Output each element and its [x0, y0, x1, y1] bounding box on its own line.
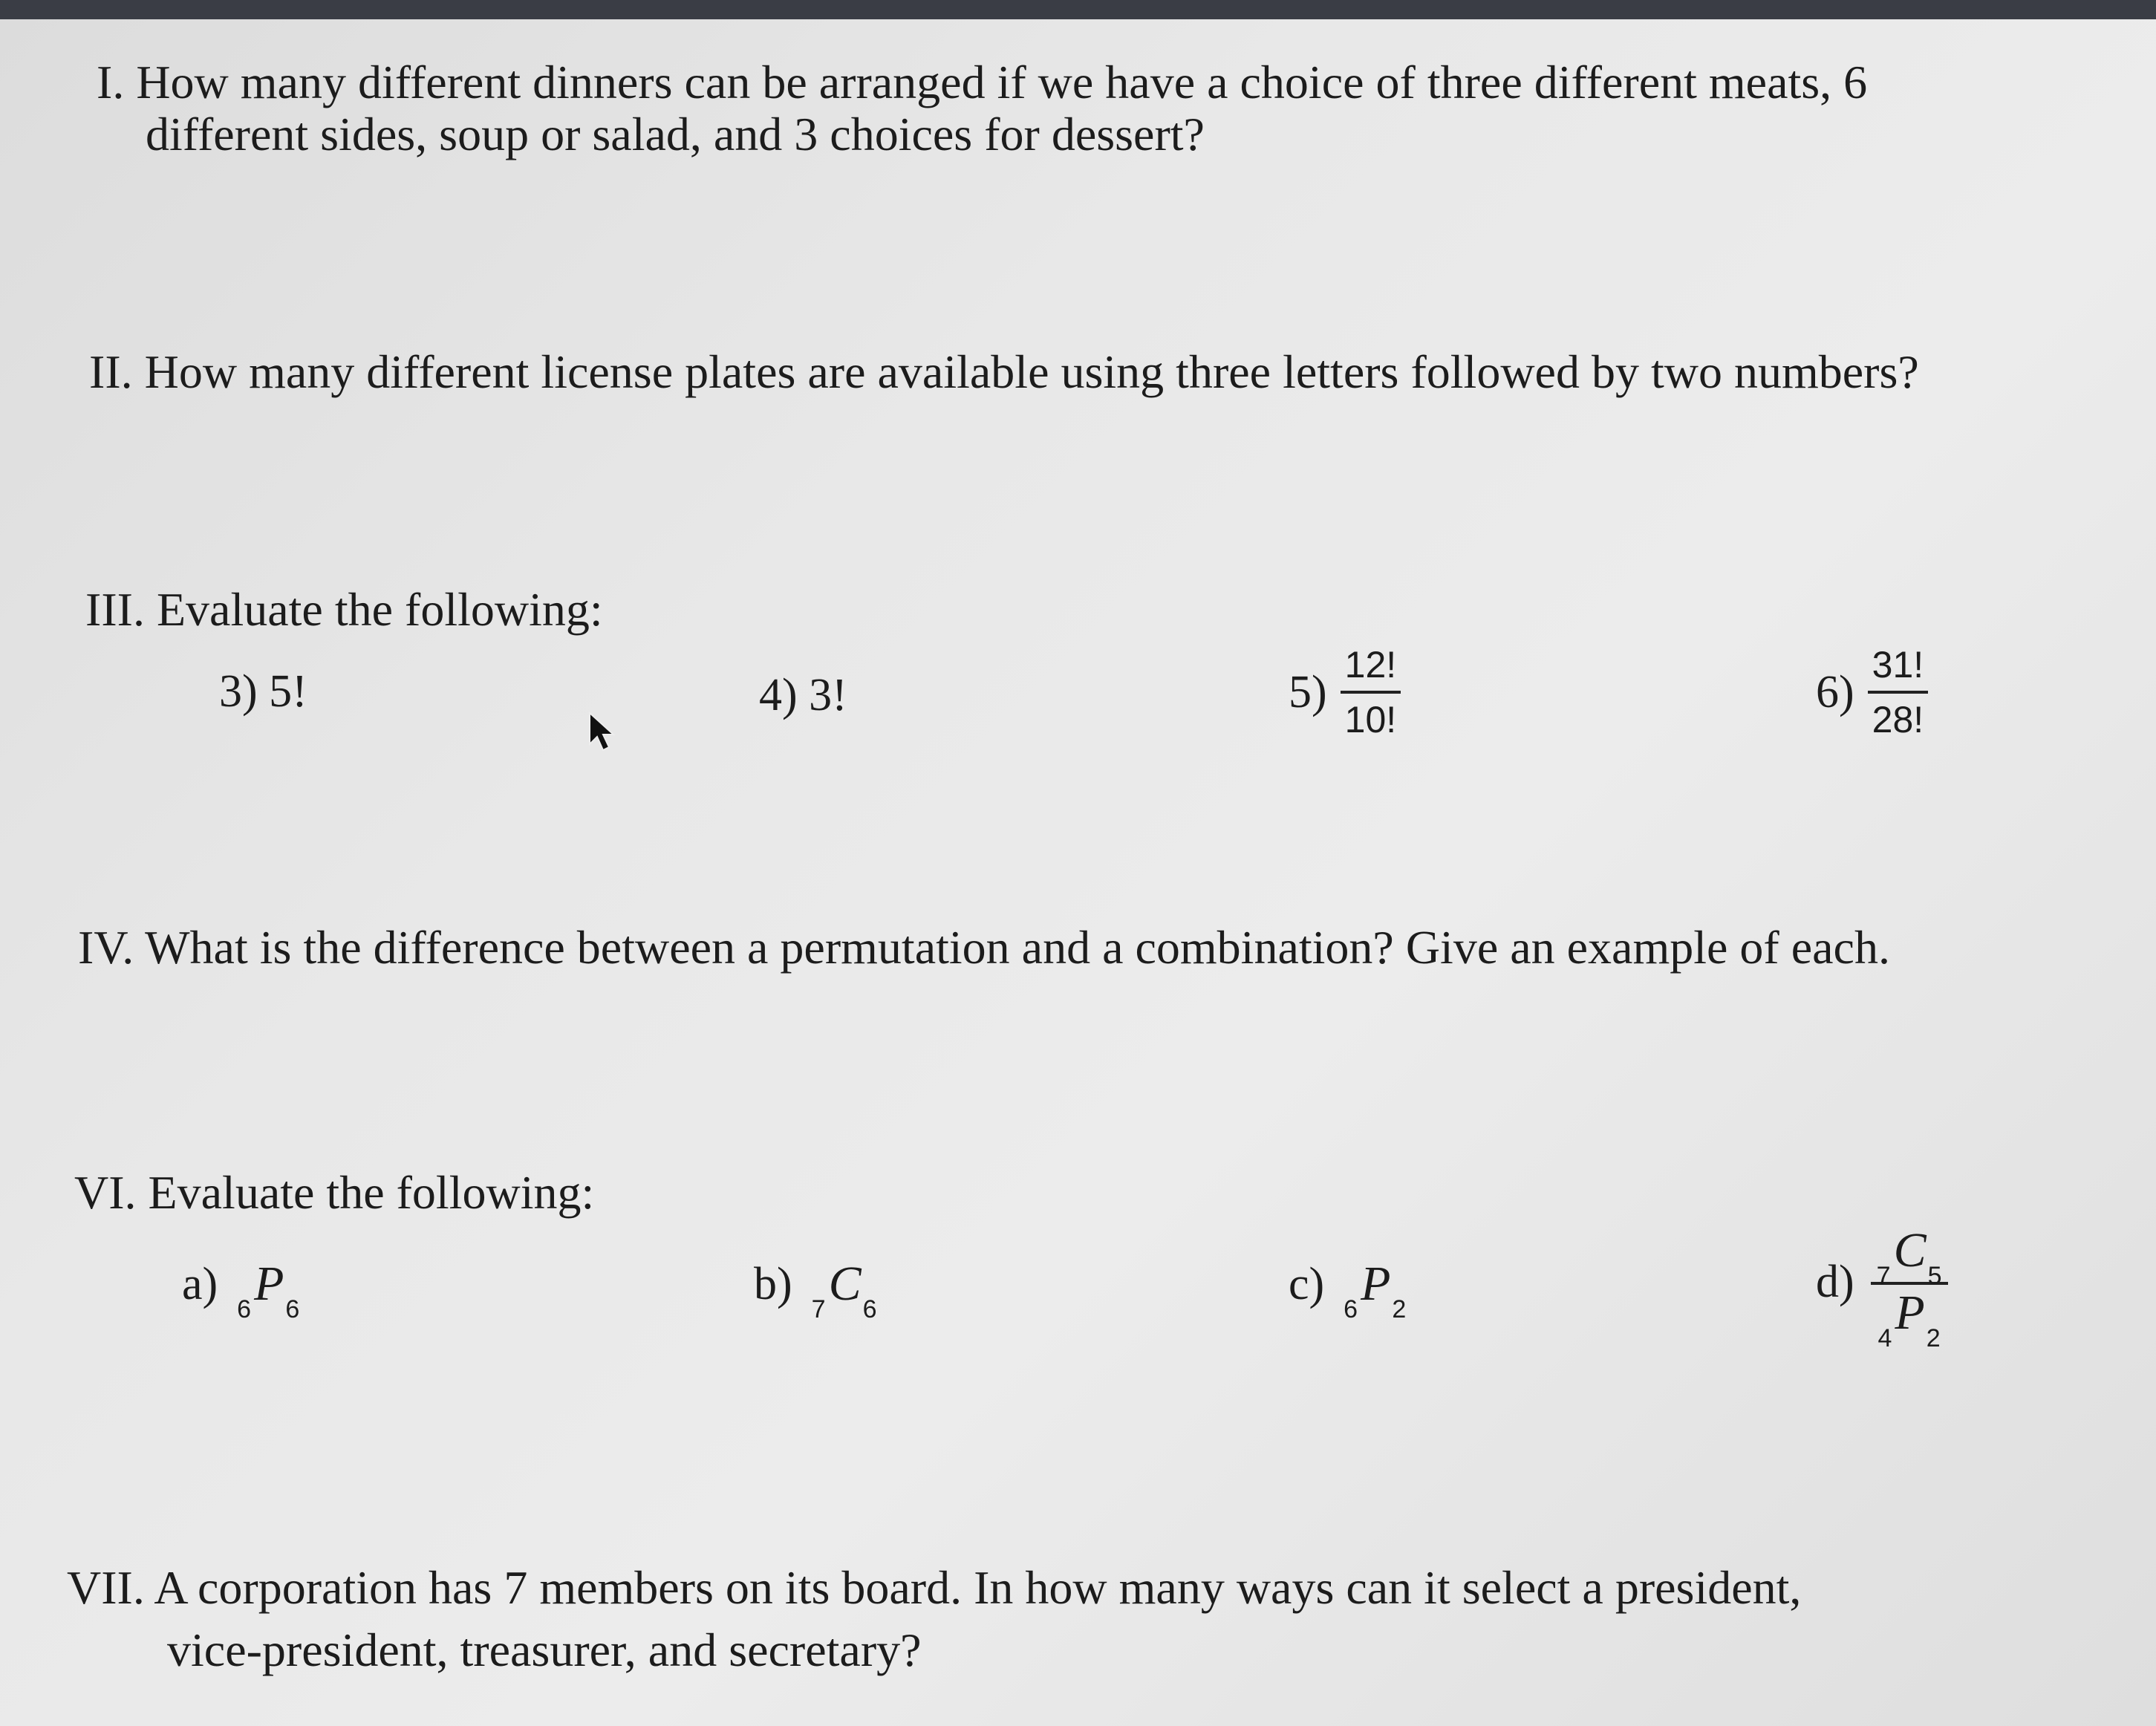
item-label: b) [754, 1258, 792, 1309]
item-label: 4) 3! [759, 670, 847, 720]
fraction-denominator [1877, 1285, 1941, 1352]
item-label: d) [1816, 1256, 1854, 1307]
fraction-numerator [1871, 1222, 1948, 1290]
item-label: a) [182, 1258, 218, 1309]
fraction [1871, 1222, 1948, 1352]
question-2: II. How many different license plates are available using three letters followed by two numbers? [89, 345, 1919, 398]
question-3-item-4 [759, 669, 847, 722]
fraction-denominator: 28! [1872, 699, 1924, 740]
question-6-item-c [1289, 1256, 1407, 1323]
operator-symbol: C [1893, 1223, 1927, 1277]
item-label: 5) [1289, 666, 1327, 717]
fraction-numerator: 12! [1341, 643, 1401, 694]
fraction-denominator: 10! [1344, 699, 1397, 740]
subscript-n: 7 [1876, 1262, 1891, 1290]
question-6-heading: VI. Evaluate the following: [74, 1166, 595, 1219]
fraction [1341, 643, 1401, 741]
combination-expression [811, 1256, 877, 1323]
operator-symbol: C [828, 1257, 862, 1311]
item-label: c) [1289, 1258, 1325, 1309]
permutation-expression [237, 1256, 300, 1323]
operator-symbol: P [254, 1257, 284, 1311]
subscript-n: 6 [1344, 1295, 1358, 1323]
question-6-item-a [182, 1256, 300, 1323]
subscript-r: 6 [862, 1295, 877, 1323]
item-label: 6) [1816, 666, 1854, 717]
question-3-heading: III. Evaluate the following: [85, 583, 603, 636]
subscript-r: 2 [1926, 1324, 1941, 1352]
operator-symbol: P [1361, 1257, 1391, 1311]
question-6-item-b [754, 1256, 877, 1323]
top-bezel [0, 0, 2156, 19]
question-3-item-6 [1816, 643, 1928, 741]
subscript-n: 7 [811, 1295, 826, 1323]
operator-symbol: P [1895, 1286, 1925, 1340]
question-3-item-5 [1289, 643, 1401, 741]
question-6-item-d [1816, 1222, 1948, 1352]
worksheet [0, 19, 2156, 1726]
item-label: 3) 5! [219, 666, 307, 717]
fraction [1868, 643, 1929, 741]
permutation-expression [1344, 1256, 1407, 1323]
question-1 [97, 56, 1867, 160]
subscript-r: 6 [285, 1295, 300, 1323]
subscript-r: 5 [1927, 1262, 1942, 1290]
question-1-line-1: I. How many different dinners can be arranged if we have a choice of three different meats, 6 [97, 56, 1868, 108]
permutation-expression [1877, 1285, 1941, 1352]
subscript-r: 2 [1392, 1295, 1407, 1323]
subscript-n: 6 [237, 1295, 252, 1323]
question-7-line-1: VII. A corporation has 7 members on its board. In how many ways can it select a president, [67, 1561, 1802, 1614]
question-1-line-2: different sides, soup or salad, and 3 choices for dessert? [146, 108, 1205, 160]
combination-expression [1876, 1222, 1942, 1290]
question-3-item-3 [219, 665, 307, 718]
fraction-numerator: 31! [1868, 643, 1929, 694]
question-4: IV. What is the difference between a permutation and a combination? Give an example of each. [78, 921, 1890, 974]
question-7 [67, 1557, 1801, 1681]
subscript-n: 4 [1877, 1324, 1892, 1352]
mouse-pointer-icon [587, 710, 616, 755]
question-7-line-2: vice-president, treasurer, and secretary? [167, 1624, 922, 1676]
